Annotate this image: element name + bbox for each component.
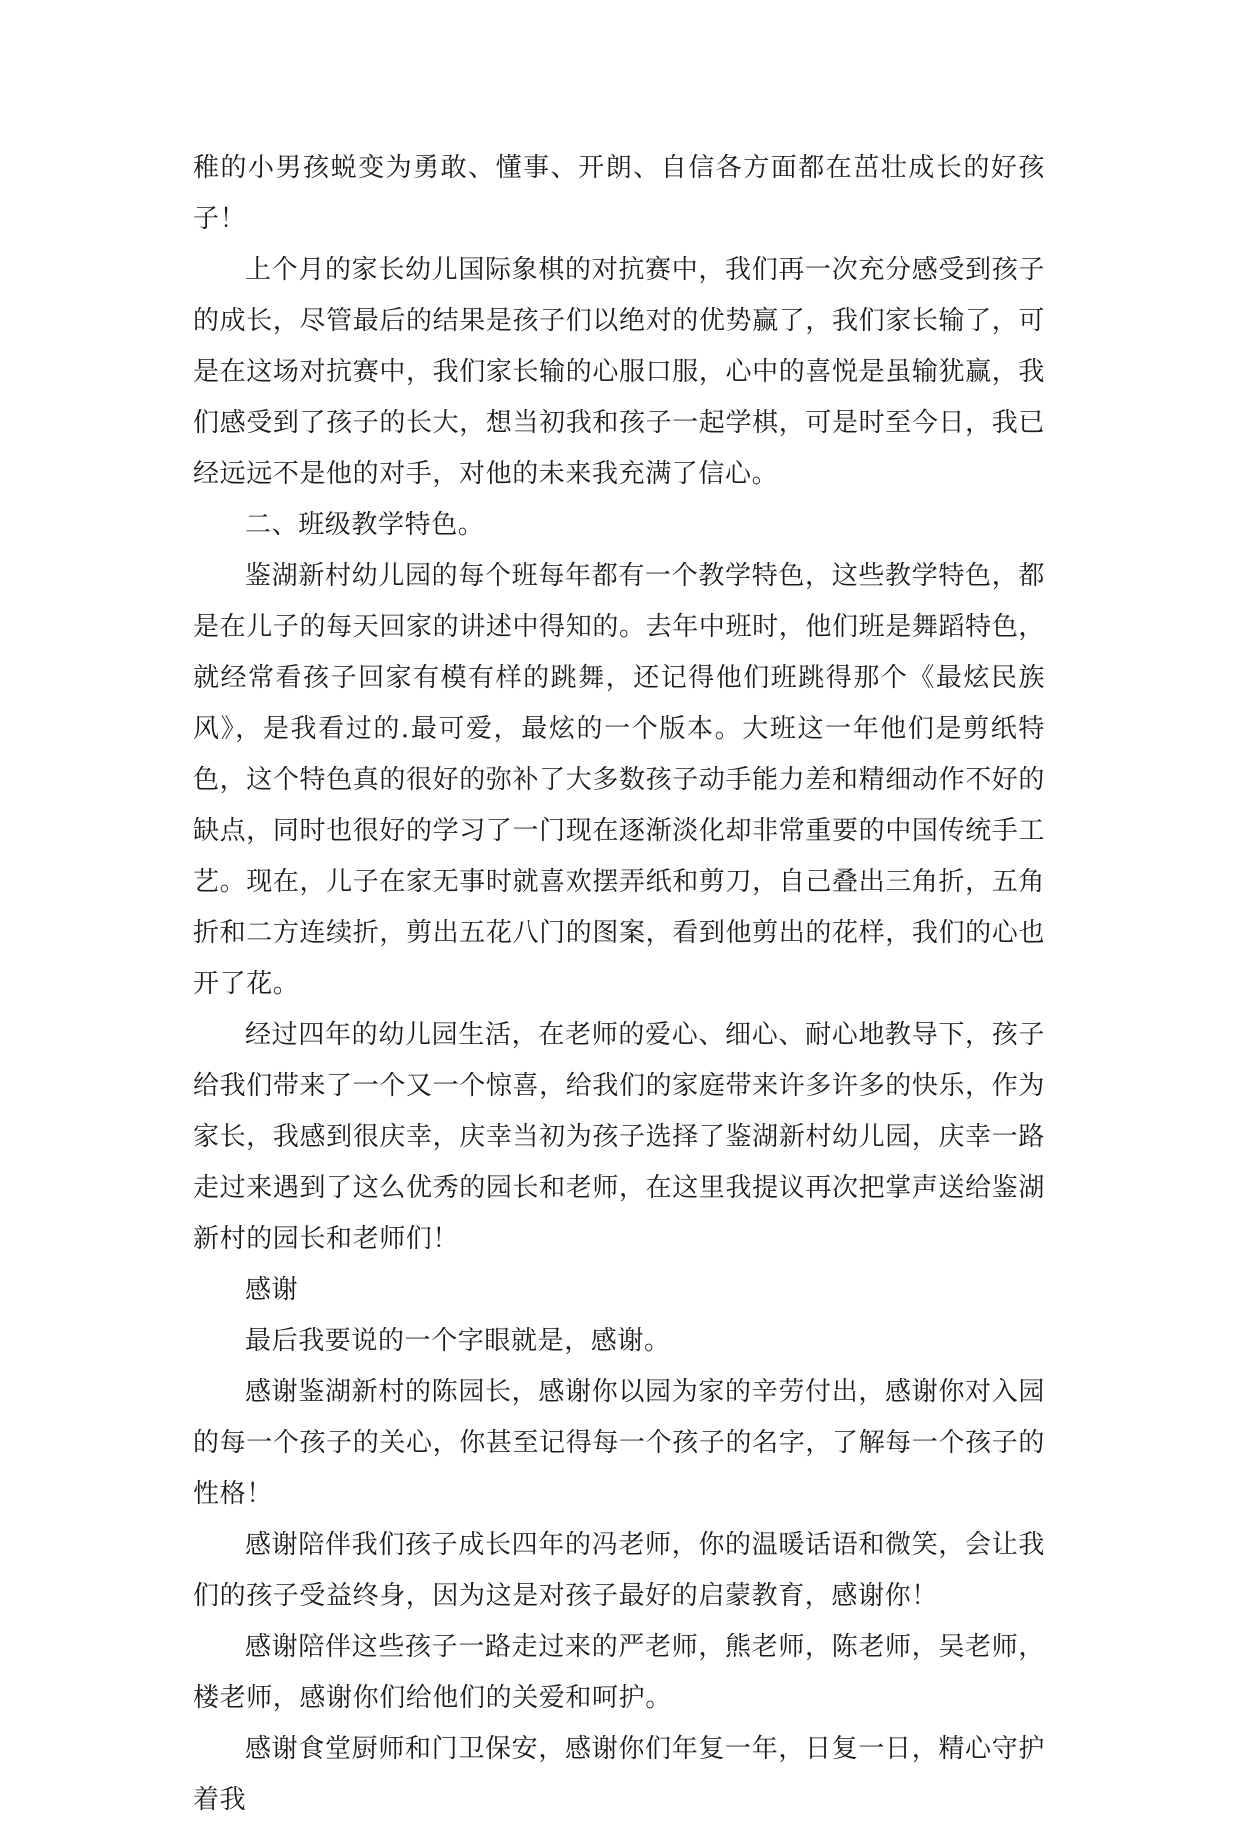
paragraph: 感谢食堂厨师和门卫保安，感谢你们年复一年，日复一日，精心守护着我 — [193, 1734, 1045, 1815]
paragraph: 上个月的家长幼儿国际象棋的对抗赛中，我们再一次充分感受到孩子的成长，尽管最后的结果是孩子们以绝对的优势赢了，我们家长输了，可是在这场对抗赛中，我们家长输的心服口服，心中的喜悦是虽输犹赢，我们感受到了孩子的长大，想当初我和孩子一起学棋，可是时至今日，我已经远远不是他的对手，对他的未来我充满了信心。 — [193, 255, 1045, 489]
paragraph: 感谢陪伴这些孩子一路走过来的严老师，熊老师，陈老师，吴老师，楼老师，感谢你们给他们的关爱和呵护。 — [193, 1632, 1045, 1713]
document-body — [193, 143, 1045, 1826]
paragraph: 鉴湖新村幼儿园的每个班每年都有一个教学特色，这些教学特色，都是在儿子的每天回家的讲述中得知的。去年中班时，他们班是舞蹈特色，就经常看孩子回家有模有样的跳舞，还记得他们班跳得那个《最炫民族风》，是我看过的.最可爱，最炫的一个版本。大班这一年他们是剪纸特色，这个特色真的很好的弥补了大多数孩子动手能力差和精细动作不好的缺点，同时也很好的学习了一门现在逐渐淡化却非常重要的中国传统手工艺。现在，儿子在家无事时就喜欢摆弄纸和剪刀，自己叠出三角折，五角折和二方连续折，剪出五花八门的图案，看到他剪出的花样，我们的心也开了花。 — [193, 561, 1045, 999]
section-heading: 二、班级教学特色。 — [245, 510, 485, 540]
paragraph: 最后我要说的一个字眼就是，感谢。 — [245, 1326, 671, 1356]
paragraph: 感谢陪伴我们孩子成长四年的冯老师，你的温暖话语和微笑，会让我们的孩子受益终身，因为这是对孩子最好的启蒙教育，感谢你！ — [193, 1530, 1045, 1611]
paragraph: 感谢鉴湖新村的陈园长，感谢你以园为家的辛劳付出，感谢你对入园的每一个孩子的关心，你甚至记得每一个孩子的名字，了解每一个孩子的性格！ — [193, 1377, 1045, 1509]
paragraph: 经过四年的幼儿园生活，在老师的爱心、细心、耐心地教导下，孩子给我们带来了一个又一个惊喜，给我们的家庭带来许多许多的快乐，作为家长，我感到很庆幸，庆幸当初为孩子选择了鉴湖新村幼儿园，庆幸一路走过来遇到了这么优秀的园长和老师，在这里我提议再次把掌声送给鉴湖新村的园长和老师们！ — [193, 1020, 1045, 1254]
section-heading: 感谢 — [245, 1275, 299, 1305]
paragraph: 稚的小男孩蜕变为勇敢、懂事、开朗、自信各方面都在茁壮成长的好孩子！ — [193, 153, 1045, 234]
